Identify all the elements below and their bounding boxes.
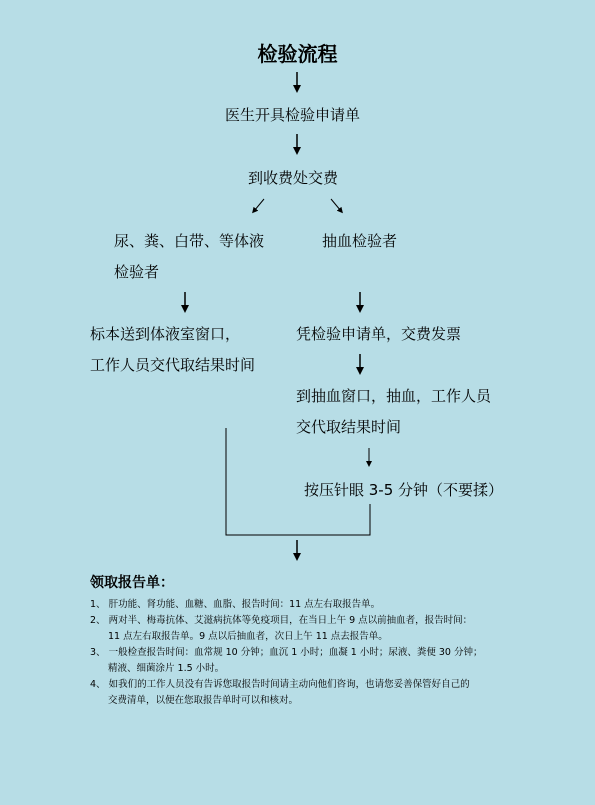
right-action-step2-line1: 到抽血窗口，抽血，工作人员 [296,387,492,405]
note-item-2: 2、 两对半、梅毒抗体、艾滋病抗体等免疫项目，在当日上午 9 点以前抽血者，报告时间： [90,615,473,626]
right-action-step2-line2: 交代取结果时间 [296,418,402,436]
arrow-payment-to-left [254,199,264,211]
step-doctor-request: 医生开具检验申请单 [225,106,361,124]
left-action-line1: 标本送到体液室窗口， [90,325,241,343]
left-action-line2: 工作人员交代取结果时间 [90,356,256,374]
step-payment: 到收费处交费 [248,169,339,187]
merge-connector [226,428,370,535]
right-action-step1: 凭检验申请单，交费发票 [296,325,462,343]
left-branch-label-line1: 尿、粪、白带、等体液 [114,232,265,250]
note-item-2-cont: 11 点左右取报告单。9 点以后抽血者，次日上午 11 点去报告单。 [108,631,388,642]
page-title: 检验流程 [257,42,338,66]
left-branch-label-line2: 检验者 [114,263,160,281]
right-action-step3: 按压针眼 3-5 分钟（不要揉） [304,481,504,499]
notes-title: 领取报告单： [90,575,174,591]
note-item-4-cont: 交费清单，以便在您取报告单时可以和核对。 [108,695,299,706]
note-item-3-cont: 精液、细菌涂片 1.5 小时。 [108,663,225,674]
note-item-4: 4、 如我们的工作人员没有告诉您取报告时间请主动向他们咨询，也请您妥善保管好自己的 [90,679,470,690]
note-item-1: 1、 肝功能、肾功能、血糖、血脂、报告时间：11 点左右取报告单。 [90,599,381,610]
arrow-payment-to-right [331,199,341,211]
right-branch-label: 抽血检验者 [322,232,398,250]
note-item-3: 3、 一般检查报告时间：血常规 10 分钟；血沉 1 小时；血凝 1 小时；尿液、粪便 30 分钟； [90,647,483,658]
